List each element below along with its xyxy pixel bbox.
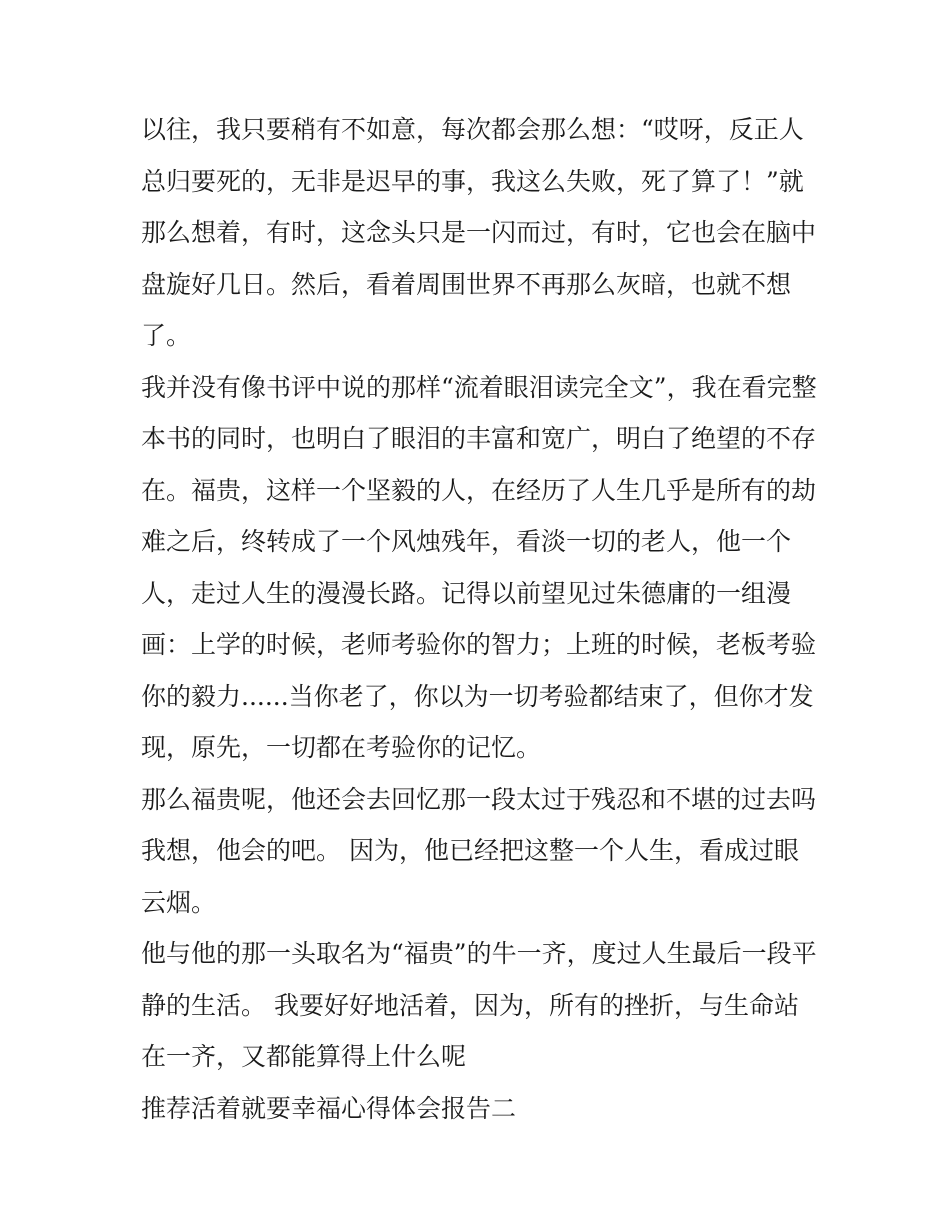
text-line: 他与他的那一头取名为“福贵”的牛一齐，度过人生最后一段平 <box>141 939 817 968</box>
text-line: 人，走过人生的漫漫长路。记得以前望见过朱德庸的一组漫 <box>141 578 792 608</box>
text-line: 那么想着，有时，这念头只是一闪而过，有时，它也会在脑中 <box>141 218 817 247</box>
text-line: 总归要死的，无非是迟早的事，我这么失败，死了算了！”就 <box>141 166 804 196</box>
text-line: 静的生活。 我要好好地活着，因为，所有的挫折，与生命站 <box>141 990 799 1020</box>
text-line: 盘旋好几日。然后，看着周围世界不再那么灰暗，也就不想 <box>141 269 792 299</box>
text-line: 了。 <box>141 321 192 350</box>
text-line: 现，原先，一切都在考验你的记忆。 <box>141 733 542 762</box>
text-line: 难之后，终转成了一个风烛残年，看淡一切的老人，他一个 <box>141 527 792 556</box>
text-line: 你的毅力......当你老了，你以为一切考验都结束了，但你才发 <box>141 681 814 711</box>
text-line: 画：上学的时候，老师考验你的智力；上班的时候，老板考验 <box>141 630 817 659</box>
text-line: 在一齐，又都能算得上什么呢 <box>141 1042 467 1071</box>
text-line: 本书的同时，也明白了眼泪的丰富和宽广，明白了绝望的不存 <box>141 424 817 453</box>
text-line: 云烟。 <box>141 887 217 917</box>
text-line: 那么福贵呢，他还会去回忆那一段太过于残忍和不堪的过去吗 <box>141 784 817 814</box>
text-line: 我并没有像书评中说的那样“流着眼泪读完全文”，我在看完整 <box>141 372 817 402</box>
text-line: 以往，我只要稍有不如意，每次都会那么想：“哎呀，反正人 <box>141 115 804 144</box>
section-heading: 推荐活着就要幸福心得体会报告二 <box>141 1093 517 1123</box>
text-line: 在。福贵，这样一个坚毅的人，在经历了人生几乎是所有的劫 <box>141 475 817 505</box>
text-line: 我想，他会的吧。 因为，他已经把这整一个人生，看成过眼 <box>141 836 799 865</box>
document-body <box>141 104 821 1134</box>
